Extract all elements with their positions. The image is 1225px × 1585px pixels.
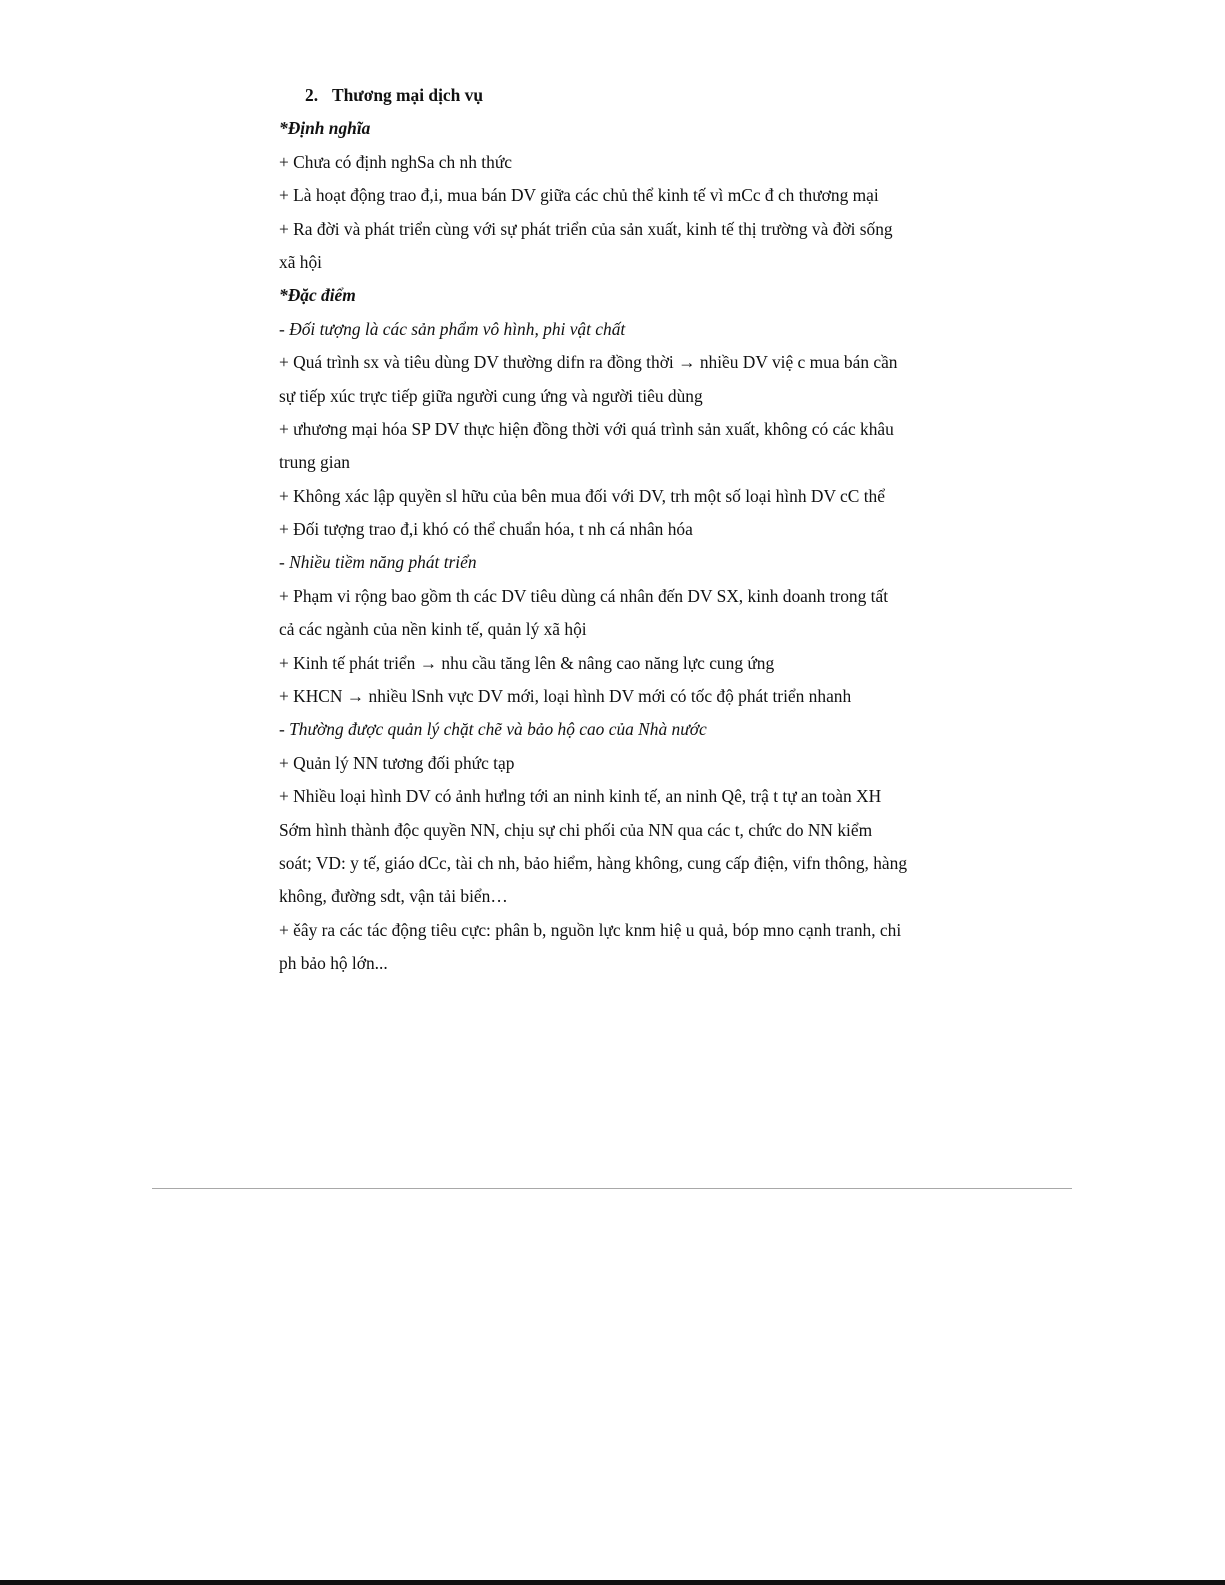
- feature-line: + Phạm vi rộng bao gồm th các DV tiêu dùng cá nhân đến DV SX, kinh doanh trong tất: [279, 585, 889, 606]
- feature-group-title: - Nhiều tiềm năng phát triển: [279, 552, 477, 573]
- feature-line: + Không xác lập quyền sl hữu của bên mua đối với DV, trh một số loại hình DV cC thể: [279, 485, 885, 506]
- features-title: *Đặc điểm: [279, 285, 356, 306]
- feature-line: sự tiếp xúc trực tiếp giữa người cung ứng và người tiêu dùng: [279, 385, 703, 406]
- feature-line: + Đối tượng trao đ,i khó có thể chuẩn hóa, t nh cá nhân hóa: [279, 519, 693, 540]
- section-heading: [279, 79, 979, 112]
- document-content: [279, 79, 979, 981]
- feature-line: không, đường sdt, vận tải biển…: [279, 886, 508, 907]
- definition-line: xã hội: [279, 251, 322, 272]
- feature-group-title: - Đối tượng là các sản phẩm vô hình, phi vật chất: [279, 318, 626, 339]
- feature-line: + ěây ra các tác động tiêu cực: phân b, nguồn lực knm hiệ u quả, bóp mno cạnh tranh, chi: [279, 919, 902, 940]
- feature-line: trung gian: [279, 452, 350, 473]
- feature-line: Sớm hình thành độc quyền NN, chịu sự chi phối của NN qua các t, chức do NN kiểm: [279, 819, 873, 840]
- definition-line: + Là hoạt động trao đ,i, mua bán DV giữa các chủ thể kinh tế vì mCc đ ch thương mại: [279, 185, 879, 206]
- page-divider: [152, 1188, 1072, 1189]
- feature-line: + Quá trình sx và tiêu dùng DV thường difn ra đồng thời → nhiều DV việ c mua bán cần: [279, 352, 898, 373]
- feature-line: + Nhiều loại hình DV có ảnh hưlng tới an ninh kinh tế, an ninh Qê, trậ t tự an toàn XH: [279, 786, 882, 807]
- definition-line: + Chưa có định nghSa ch nh thức: [279, 151, 512, 172]
- feature-group-title: - Thường được quản lý chặt chẽ và bảo hộ cao của Nhà nước: [279, 719, 707, 740]
- feature-line: + KHCN → nhiều lSnh vực DV mới, loại hình DV mới có tốc độ phát triển nhanh: [279, 686, 852, 707]
- feature-line: ph bảo hộ lớn...: [279, 953, 388, 974]
- feature-line: + Kinh tế phát triển → nhu cầu tăng lên & nâng cao năng lực cung ứng: [279, 652, 775, 673]
- feature-line: soát; VD: y tế, giáo dCc, tài ch nh, bảo hiểm, hàng không, cung cấp điện, vifn thông, hàng: [279, 852, 908, 873]
- section-number: 2.: [305, 85, 319, 105]
- feature-line: + Quản lý NN tương đối phức tạp: [279, 752, 515, 773]
- section-title: Thương mại dịch vụ: [332, 85, 484, 105]
- feature-line: cả các ngành của nền kinh tế, quản lý xã hội: [279, 619, 587, 640]
- page-bottom-edge: [0, 1580, 1225, 1585]
- feature-line: + ưhương mại hóa SP DV thực hiện đồng thời với quá trình sản xuất, không có các khâu: [279, 418, 894, 439]
- definition-title: *Định nghĩa: [279, 118, 371, 139]
- definition-line: + Ra đời và phát triển cùng với sự phát triển của sản xuất, kinh tế thị trường và đời sống: [279, 218, 893, 239]
